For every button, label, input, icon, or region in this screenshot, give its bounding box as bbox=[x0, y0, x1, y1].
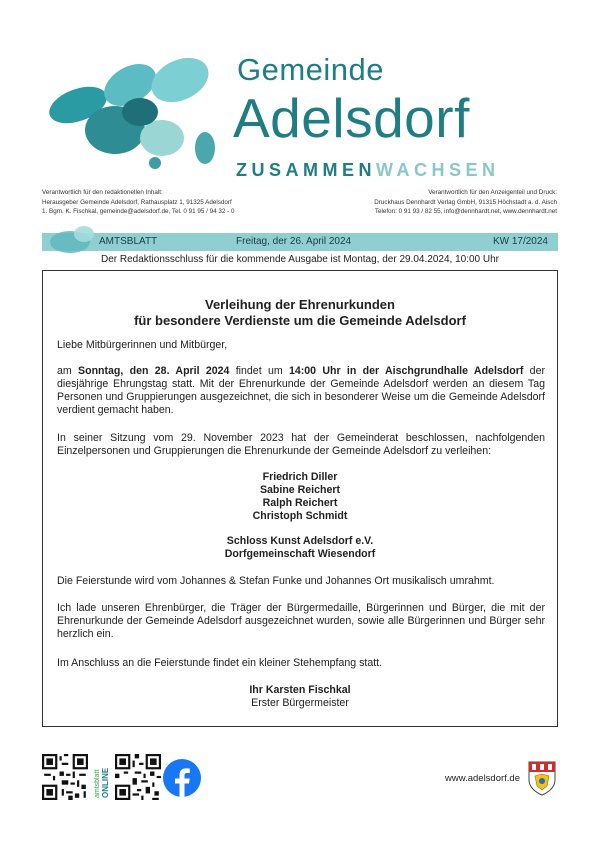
honoree-person: Sabine Reichert bbox=[259, 484, 341, 496]
imprint-ads-print bbox=[374, 188, 557, 217]
website-link[interactable]: www.adelsdorf.de bbox=[445, 773, 520, 784]
article-title bbox=[43, 297, 557, 329]
amtsblatt-online-badge[interactable] bbox=[94, 752, 112, 800]
deadline-notice: Der Redaktionsschluss für die kommende Ausgabe ist Montag, der 29.04.2024, 10:00 Uhr bbox=[100, 254, 499, 265]
article-title-line2: für besondere Verdienste um die Gemeinde Adelsdorf bbox=[134, 313, 466, 328]
imprint-editorial-line1: Verantwortlich für den redaktionellen Inhalt: bbox=[42, 189, 163, 196]
p1-text-c: findet um bbox=[229, 365, 289, 377]
slogan-part-2: WACHSEN bbox=[376, 160, 500, 180]
issue-bar bbox=[42, 233, 558, 251]
bar-swoosh-icon bbox=[44, 222, 100, 256]
p1-text-e: der diesjährige Ehrungstag statt. Mit der Ehrenurkunde der Gemeinde Adelsdorf werden an diesem Tag Personen und Gruppierungen ausgezeichnet, die sich in besonderer Weise um die Gemeinde Adelsdorf verdient gemacht haben. bbox=[57, 365, 545, 416]
imprint-editorial-line2: Herausgeber Gemeinde Adelsdorf, Rathausplatz 1, 91325 Adelsdorf bbox=[42, 198, 232, 206]
gemeinde-logo-icon bbox=[40, 50, 230, 170]
badge-text-amtsblatt: amtsblatt bbox=[94, 769, 101, 798]
qr-code-icon[interactable] bbox=[42, 754, 88, 800]
issue-label: AMTSBLATT bbox=[99, 236, 158, 247]
article-paragraph-2: In seiner Sitzung vom 29. November 2023 hat der Gemeinderat beschlossen, nachfolgenden Einzelpersonen und Gruppierungen die Ehrenurkunde der Gemeinde Adelsdorf zu verleihen: bbox=[57, 432, 545, 457]
badge-text-online: ONLINE bbox=[101, 767, 110, 798]
honoree-person: Ralph Reichert bbox=[262, 497, 338, 509]
brand-line-adelsdorf: Adelsdorf bbox=[233, 87, 470, 149]
imprint-ads-line2: Druckhaus Dennhardt Verlag GmbH, 91315 Höchstadt a. d. Aisch bbox=[374, 198, 557, 206]
honoree-person: Friedrich Diller bbox=[262, 471, 338, 483]
issue-number: KW 17/2024 bbox=[492, 236, 548, 247]
signature-name: Ihr Karsten Fischkal bbox=[249, 684, 351, 696]
imprint-editorial-line3: 1. Bgm. K. Fischkal, gemeinde@adelsdorf.de, Tel. 0 91 95 / 94 32 - 0 bbox=[42, 208, 235, 215]
honoree-group: Schloss Kunst Adelsdorf e.V. bbox=[226, 535, 374, 547]
article-box bbox=[42, 270, 558, 727]
issue-date: Freitag, der 26. April 2024 bbox=[236, 236, 352, 247]
article-title-line1: Verleihung der Ehrenurkunden bbox=[205, 297, 395, 312]
article-paragraph-5: Im Anschluss an die Feierstunde findet ein kleiner Stehempfang statt. bbox=[57, 657, 383, 669]
slogan-part-1: ZUSAMMEN bbox=[236, 160, 376, 180]
article-greeting: Liebe Mitbürgerinnen und Mitbürger, bbox=[57, 339, 228, 351]
p1-date: Sonntag, den 28. April 2024 bbox=[78, 365, 230, 377]
brand-slogan bbox=[236, 160, 500, 181]
qr-code-icon[interactable] bbox=[115, 754, 161, 800]
coat-of-arms-icon bbox=[527, 760, 557, 796]
p1-text-a: am bbox=[57, 365, 79, 377]
p1-time-venue: 14:00 Uhr in der Aischgrundhalle Adelsdorf bbox=[288, 365, 524, 377]
brand-line-gemeinde: Gemeinde bbox=[237, 52, 385, 87]
imprint-editorial bbox=[42, 188, 235, 217]
imprint-ads-line3: Telefon: 0 91 93 / 82 55, info@dennhardt.net, www.dennhardt.net bbox=[374, 208, 557, 215]
facebook-icon[interactable] bbox=[163, 759, 201, 797]
article-paragraph-1 bbox=[57, 365, 545, 417]
signature-title: Erster Bürgermeister bbox=[251, 697, 349, 709]
honoree-person: Christoph Schmidt bbox=[252, 510, 348, 522]
article-paragraph-3: Die Feierstunde wird vom Johannes & Stefan Funke und Johannes Ort musikalisch umrahmt. bbox=[57, 575, 495, 587]
article-paragraph-4: Ich lade unseren Ehrenbürger, die Träger der Bürgermedaille, Bürgerinnen und Bürger, die mit der Ehrenurkunde der Gemeinde Adelsdorf ausgezeichnet wurden, sowie alle Bürgerinnen und Bürger sehr herzlich ein. bbox=[57, 602, 545, 640]
imprint-ads-line1: Verantwortlich für den Anzeigenteil und Druck: bbox=[428, 189, 557, 196]
honoree-group: Dorfgemeinschaft Wiesendorf bbox=[224, 548, 376, 560]
